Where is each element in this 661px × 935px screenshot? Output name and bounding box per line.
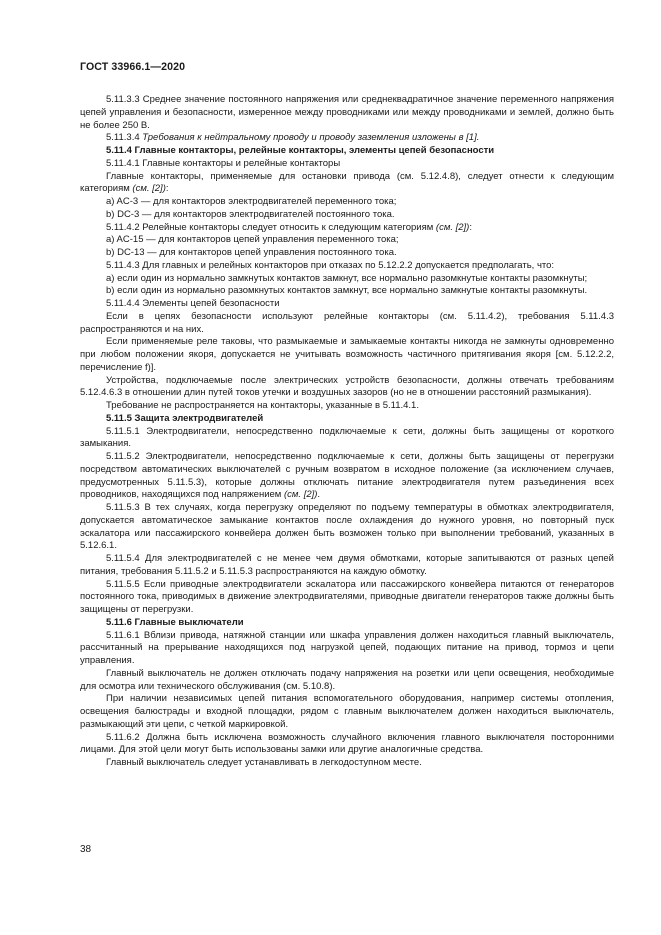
paragraph: a) если один из нормально замкнутых контактов замкнут, все нормально разомкнутые контакты разомкнуты; <box>106 272 588 284</box>
section-heading: 5.11.6 Главные выключатели <box>106 616 244 628</box>
paragraph: Устройства, подключаемые после электрических устройств безопасности, должны отвечать требованиям 5.12.4.6.3 в отношении длин путей токов утечки и воздушных зазоров (но не в отношении расстояний размыкания). <box>80 374 614 399</box>
paragraph: b) если один из нормально разомкнутых контактов замкнут, все нормально замкнутые контакты разомкнуты. <box>106 285 588 297</box>
paragraph: Главные контакторы, применяемые для остановки привода (см. 5.12.4.8), следует отнести к следующим категориям (см. [2]): <box>80 170 614 195</box>
paragraph: Главный выключатель следует устанавливать в легкодоступном месте. <box>106 757 422 768</box>
paragraph: 5.11.4.1 Главные контакторы и релейные контакторы <box>106 157 341 169</box>
section-heading: 5.11.4 Главные контакторы, релейные контакторы, элементы цепей безопасности <box>106 145 495 156</box>
paragraph: 5.11.6.1 Вблизи привода, натяжной станции или шкафа управления должен находиться главный выключатель, рассчитанный на прерывание находящихся под нагрузкой цепей, подающих питание на привод, тормоз и цепи управления. <box>80 629 614 666</box>
page-header: ГОСТ 33966.1—2020 <box>80 61 186 73</box>
paragraph: 5.11.5.4 Для электродвигателей с не менее чем двумя обмотками, которые запитываются от разных цепей питания, требования 5.11.5.2 и 5.11.5.3 распространяются на каждую обмотку. <box>80 553 614 577</box>
paragraph: 5.11.4.4 Элементы цепей безопасности <box>106 298 280 309</box>
paragraph: 5.11.5.5 Если приводные электродвигатели эскалатора или пассажирского конвейера питаются от генераторов постоянного тока, приводимых в движение электродвигателями, приводные двигатели генераторов также должны быть защищены от перегрузки. <box>80 578 614 615</box>
body-text <box>80 94 614 770</box>
paragraph: При наличии независимых цепей питания вспомогательного оборудования, например системы отопления, освещения балюстрады и входной площадки, рядом с главным выключателем должен находиться выключатель, размыкающий эти цепи, с четкой маркировкой. <box>80 693 614 730</box>
paragraph: 5.11.6.2 Должна быть исключена возможность случайного включения главного выключателя посторонними лицами. Для этой цели могут быть использованы замки или другие аналогичные средства. <box>80 731 614 756</box>
paragraph: b) DC-3 — для контакторов электродвигателей постоянного тока. <box>106 208 395 220</box>
paragraph: b) DC-13 — для контакторов цепей управления постоянного тока. <box>106 247 397 258</box>
paragraph: 5.11.5.3 В тех случаях, когда перегрузку определяют по подъему температуры в обмотках электродвигателя, допускается автоматическое замыкание контактов после охлаждения до нужного уровня, но повторный пуск эскалатора или пассажирского конвейера должен быть возможен только при выполнении требований, указанных в 5.12.6.1. <box>80 502 614 552</box>
paragraph: Если в цепях безопасности используют релейные контакторы (см. 5.11.4.2), требования 5.11.4.3 распространяются и на них. <box>80 310 614 335</box>
paragraph: 5.11.5.1 Электродвигатели, непосредственно подключаемые к сети, должны быть защищены от короткого замыкания. <box>80 425 614 450</box>
paragraph: 5.11.3.4 Требования к нейтральному проводу и проводу заземления изложены в [1]. <box>106 132 480 144</box>
paragraph: Если применяемые реле таковы, что размыкаемые и замыкаемые контакты никогда не замкнуты одновременно при любом положении якоря, допускается не учитывать возможность частичного притягивания якоря [см. 5.12.2.2, перечисление f)]. <box>80 336 614 373</box>
paragraph: 5.11.4.3 Для главных и релейных контакторов при отказах по 5.12.2.2 допускается предполагать, что: <box>106 259 555 271</box>
paragraph: Главный выключатель не должен отключать подачу напряжения на розетки или цепи освещения, необходимые для осмотра или технического обслуживания (см. 5.10.8). <box>80 667 614 692</box>
section-heading: 5.11.5 Защита электродвигателей <box>106 412 264 424</box>
paragraph: 5.11.5.2 Электродвигатели, непосредственно подключаемые к сети, должны быть защищены от перегрузки посредством автоматических выключателей с ручным возвратом в исходное положение (за исключением случаев, предусмотренных 5.11.5.3), которые должны отключать питание электродвигателя путем разъединения всех проводников, находящихся под напряжением (см. [2]). <box>80 451 614 501</box>
page-number: 38 <box>80 844 92 855</box>
paragraph: 5.11.4.2 Релейные контакторы следует относить к следующим категориям (см. [2]): <box>106 221 472 233</box>
paragraph: a) AC-3 — для контакторов электродвигателей переменного тока; <box>106 196 397 207</box>
paragraph: 5.11.3.3 Среднее значение постоянного напряжения или среднеквадратичное значение переменного напряжения цепей управления и безопасности, измеренное между проводниками или между проводниками и землей, должно быть не более 250 В. <box>80 94 614 131</box>
paragraph: a) AC-15 — для контакторов цепей управления переменного тока; <box>106 234 399 246</box>
paragraph: Требование не распространяется на контакторы, указанные в 5.11.4.1. <box>106 400 419 411</box>
